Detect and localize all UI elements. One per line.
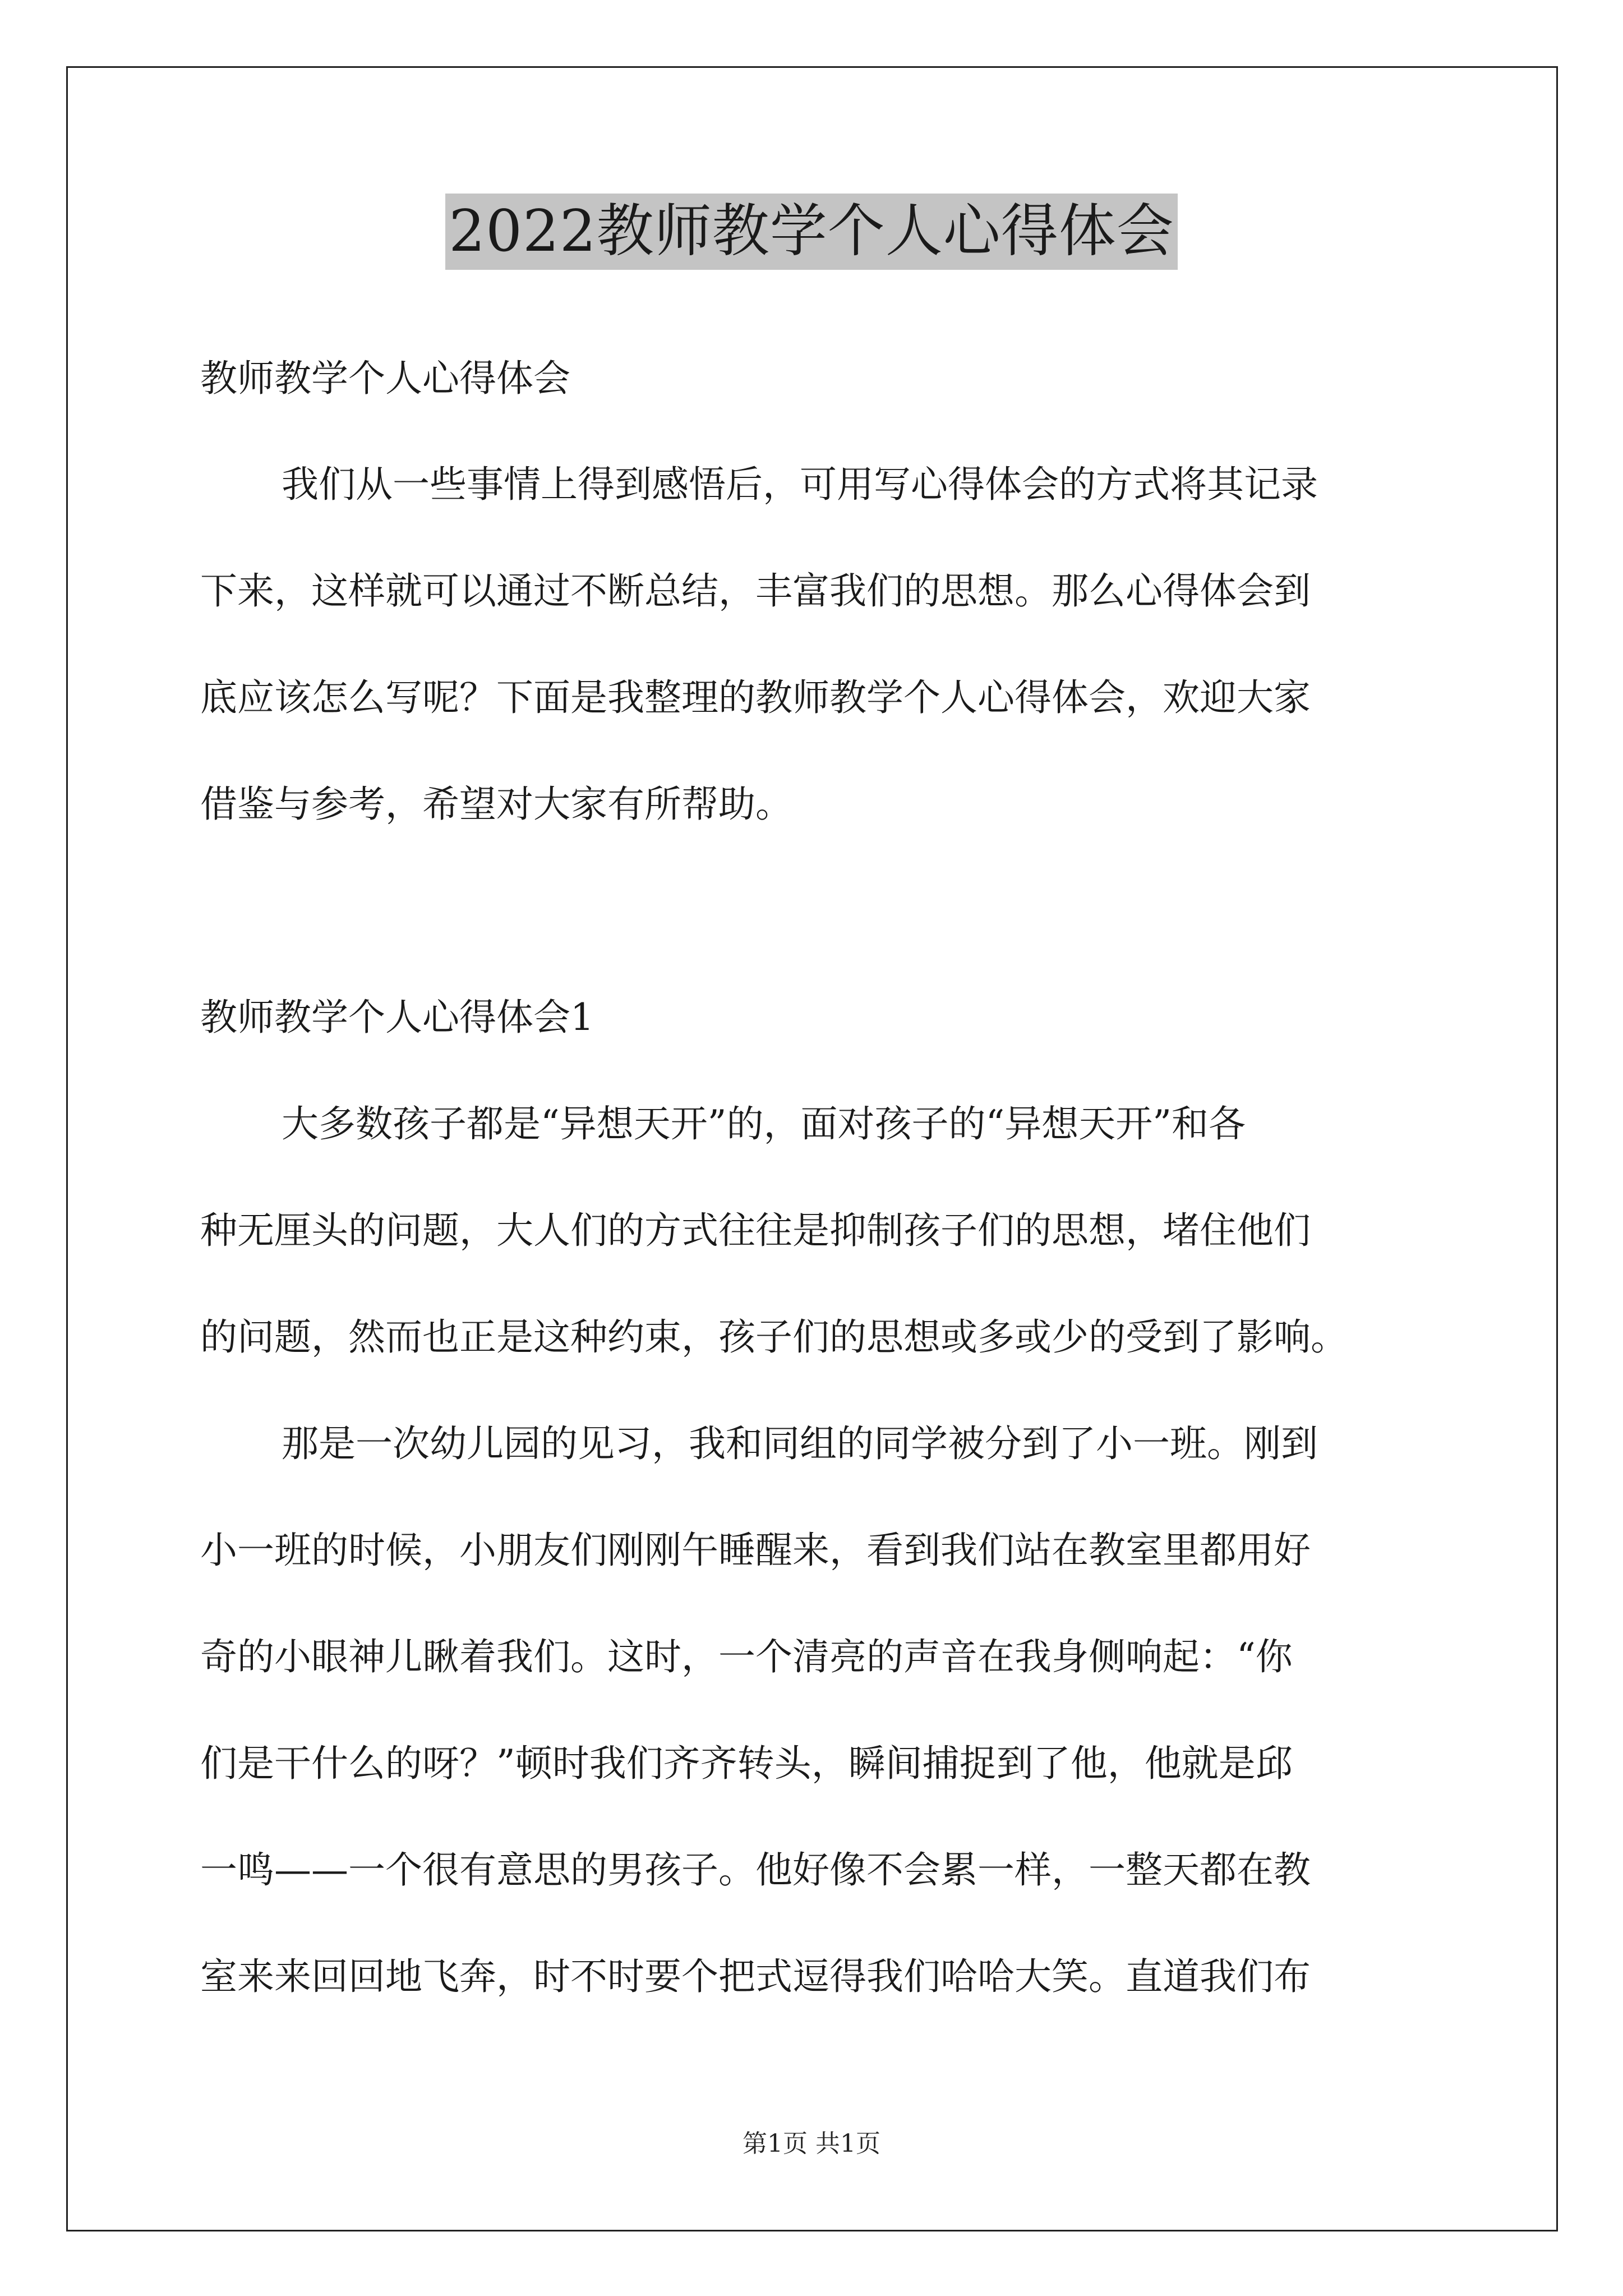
document-title: 2022教师教学个人心得体会 bbox=[445, 194, 1178, 270]
title-container bbox=[0, 194, 1623, 270]
paragraph-line: 大多数孩子都是“异想天开”的，面对孩子的“异想天开”和各 bbox=[282, 1102, 1246, 1145]
paragraph-line: 的问题，然而也正是这种约束，孩子们的思想或多或少的受到了影响。 bbox=[200, 1315, 1348, 1359]
paragraph-line: 小一班的时候，小朋友们刚刚午睡醒来，看到我们站在教室里都用好 bbox=[200, 1529, 1311, 1572]
intro-line: 借鉴与参考，希望对大家有所帮助。 bbox=[200, 783, 792, 826]
paragraph-line: 种无厘头的问题，大人们的方式往往是抑制孩子们的思想，堵住他们 bbox=[200, 1209, 1311, 1252]
section-heading: 教师教学个人心得体会1 bbox=[200, 996, 594, 1039]
intro-line: 我们从一些事情上得到感悟后，可用写心得体会的方式将其记录 bbox=[282, 463, 1318, 506]
paragraph-line: 奇的小眼神儿瞅着我们。这时，一个清亮的声音在我身侧响起：“你 bbox=[200, 1635, 1293, 1678]
document-subtitle: 教师教学个人心得体会 bbox=[200, 357, 570, 400]
paragraph-line: 室来来回回地飞奔，时不时要个把式逗得我们哈哈大笑。直道我们布 bbox=[200, 1955, 1311, 1998]
intro-line: 下来，这样就可以通过不断总结，丰富我们的思想。那么心得体会到 bbox=[200, 569, 1311, 613]
page-number-footer: 第1页 共1页 bbox=[743, 2129, 880, 2158]
intro-line: 底应该怎么写呢？下面是我整理的教师教学个人心得体会，欢迎大家 bbox=[200, 676, 1311, 719]
paragraph-line: 们是干什么的呀？”顿时我们齐齐转头，瞬间捕捉到了他，他就是邱 bbox=[200, 1742, 1293, 1785]
paragraph-line: 那是一次幼儿园的见习，我和同组的同学被分到了小一班。刚到 bbox=[282, 1422, 1318, 1465]
paragraph-line: 一鸣——一个很有意思的男孩子。他好像不会累一样，一整天都在教 bbox=[200, 1848, 1311, 1892]
